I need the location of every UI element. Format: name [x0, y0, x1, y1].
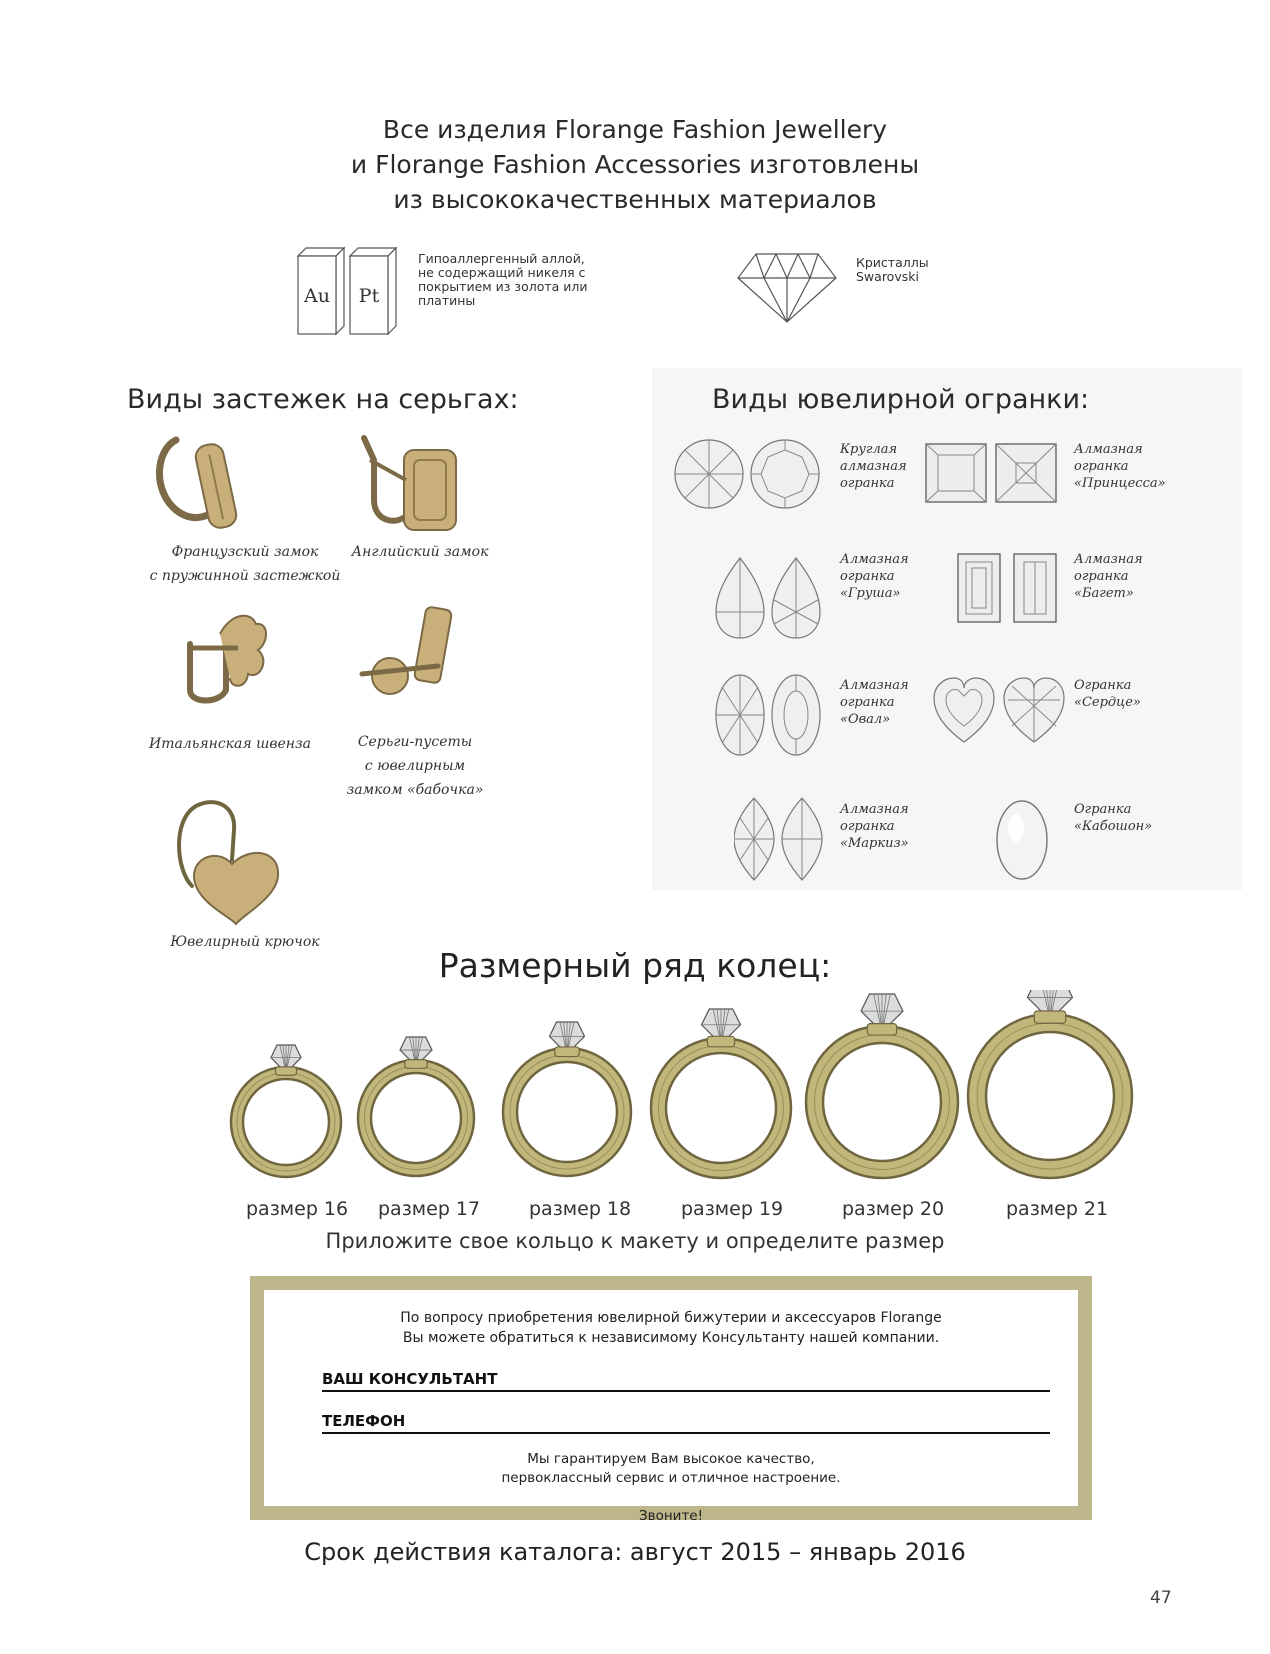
- ring-stone-1: [271, 1045, 301, 1075]
- ring-size-label-16: размер 16: [246, 1198, 349, 1220]
- hook-icon: [166, 790, 290, 926]
- ring-size-label-19: размер 19: [681, 1198, 784, 1220]
- english-clasp-icon: [344, 430, 484, 540]
- metal-boxes-icon: [292, 244, 402, 340]
- ring-stone-5: [861, 994, 903, 1035]
- ring-sizes-chart: [0, 990, 1270, 1200]
- pear-cut-icon: [712, 554, 824, 640]
- cabochon-cut-icon: [994, 798, 1050, 882]
- cut-caption-cabochon: Огранка «Кабошон»: [1074, 802, 1153, 834]
- ring-stone-3: [550, 1022, 585, 1057]
- ring-1: [231, 1045, 341, 1177]
- round-cut-icon: [672, 436, 824, 512]
- ring-5: [806, 994, 958, 1178]
- intro-line: и Florange Fashion Accessories изготовлены: [350, 150, 920, 179]
- ring-stone-4: [702, 1009, 741, 1047]
- ring-size-label-18: размер 18: [529, 1198, 632, 1220]
- ring-4: [651, 1009, 791, 1178]
- cut-caption-heart: Огранка «Сердце»: [1074, 678, 1141, 710]
- cut-caption-baguette: Алмазная огранка «Багет»: [1074, 552, 1143, 601]
- alloy-note: Гипоаллергенный аллой, не содержащий никеля с покрытием из золота или платины: [418, 251, 588, 308]
- ring-2: [358, 1037, 474, 1176]
- stud-butterfly-icon: [354, 602, 474, 712]
- consultant-field[interactable]: ВАШ КОНСУЛЬТАНТ: [322, 1370, 1050, 1392]
- cut-caption-pear: Алмазная огранка «Груша»: [840, 552, 909, 601]
- heart-cut-icon: [932, 676, 1068, 746]
- clasps-title: Виды застежек на серьгах:: [127, 384, 519, 415]
- metal-pt: Pt: [358, 285, 380, 307]
- crystal-icon: [734, 250, 840, 326]
- clasp-caption-english: Английский замок: [351, 544, 489, 560]
- ring-instruction: Приложите свое кольцо к макету и определите размер: [325, 1229, 945, 1253]
- clasp-caption-italian: Итальянская швенза: [148, 736, 312, 752]
- cuts-title: Виды ювелирной огранки:: [712, 384, 1090, 415]
- catalog-validity: Срок действия каталога: август 2015 – январь 2016: [304, 1538, 966, 1566]
- ring-size-label-21: размер 21: [1006, 1198, 1109, 1220]
- contact-intro: По вопросу приобретения ювелирной бижутерии и аксессуаров Florange Вы можете обратиться к независимому Консультанту нашей компании.: [400, 1310, 942, 1346]
- call-text: Звоните!: [638, 1508, 704, 1524]
- cut-caption-princess: Алмазная огранка «Принцесса»: [1074, 442, 1166, 491]
- princess-cut-icon: [924, 442, 1060, 504]
- cut-caption-marquise: Алмазная огранка «Маркиз»: [840, 802, 909, 851]
- ring-size-label-17: размер 17: [378, 1198, 481, 1220]
- ring-stone-2: [400, 1037, 432, 1068]
- rings-title: Размерный ряд колец:: [438, 946, 832, 985]
- clasp-caption-stud: Серьги-пусеты с ювелирным замком «бабочка»: [346, 734, 484, 798]
- ring-3: [503, 1022, 631, 1176]
- oval-cut-icon: [712, 672, 824, 758]
- guarantee-text: Мы гарантируем Вам высокое качество, первоклассный сервис и отличное настроение.: [501, 1451, 841, 1486]
- phone-field[interactable]: ТЕЛЕФОН: [322, 1412, 1050, 1434]
- ring-stone-6: [1028, 990, 1073, 1023]
- baguette-cut-icon: [956, 552, 1062, 624]
- clasp-caption-french: Французский замок с пружинной застежкой: [149, 544, 341, 584]
- crystal-note: Кристаллы Swarovski: [856, 255, 929, 284]
- cut-caption-oval: Алмазная огранка «Овал»: [840, 678, 909, 727]
- intro-line: из высококачественных материалов: [393, 185, 877, 214]
- intro-line: Все изделия Florange Fashion Jewellery: [382, 115, 888, 144]
- ring-size-label-20: размер 20: [842, 1198, 945, 1220]
- marquise-cut-icon: [734, 796, 824, 882]
- metal-au: Au: [304, 285, 330, 307]
- italian-shvenza-icon: [160, 604, 284, 714]
- french-clasp-icon: [146, 430, 276, 540]
- intro-heading: [0, 112, 1270, 217]
- ring-6: [968, 990, 1132, 1178]
- contact-box: [250, 1276, 1092, 1524]
- page-number: 47: [1150, 1588, 1172, 1608]
- cut-caption-round: Круглая алмазная огранка: [840, 442, 907, 491]
- clasp-caption-hook: Ювелирный крючок: [170, 934, 320, 950]
